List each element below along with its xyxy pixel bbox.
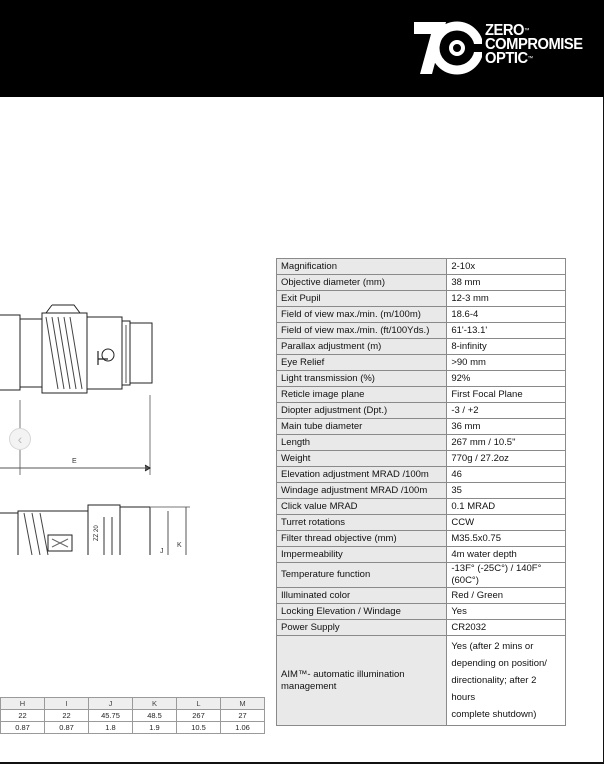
spec-row xyxy=(277,387,566,403)
spec-label: Exit Pupil xyxy=(277,291,447,307)
spec-value: 92% xyxy=(447,371,566,387)
spec-value: 770g / 27.2oz xyxy=(447,451,566,467)
spec-row xyxy=(277,323,566,339)
spec-value: 267 mm / 10.5" xyxy=(447,435,566,451)
spec-row xyxy=(277,620,566,636)
dim-mm-i: 22 xyxy=(45,710,89,722)
dim-header-m: M xyxy=(221,698,265,710)
spec-label: Locking Elevation / Windage xyxy=(277,604,447,620)
spec-value: 2-10x xyxy=(447,259,566,275)
dim-mm-m: 27 xyxy=(221,710,265,722)
spec-value: M35.5x0.75 xyxy=(447,531,566,547)
dim-label-k: K xyxy=(177,542,182,549)
spec-row xyxy=(277,275,566,291)
dim-in-m: 1.06 xyxy=(221,722,265,734)
spec-value: -13F° (-25C°) / 140F° (60C°) xyxy=(447,563,566,588)
spec-label: Weight xyxy=(277,451,447,467)
spec-value: First Focal Plane xyxy=(447,387,566,403)
dim-in-l: 10.5 xyxy=(177,722,221,734)
dim-label-e: E xyxy=(72,458,77,465)
spec-row xyxy=(277,515,566,531)
spec-label: Eye Relief xyxy=(277,355,447,371)
spec-label: Turret rotations xyxy=(277,515,447,531)
spec-label: Objective diameter (mm) xyxy=(277,275,447,291)
spec-value: 8-infinity xyxy=(447,339,566,355)
dim-header-l: L xyxy=(177,698,221,710)
spec-value: >90 mm xyxy=(447,355,566,371)
brand-line-2: COMPROMISE xyxy=(485,36,583,53)
spec-table xyxy=(276,258,566,726)
spec-label: Light transmission (%) xyxy=(277,371,447,387)
spec-value: 35 xyxy=(447,483,566,499)
spec-row xyxy=(277,483,566,499)
spec-value: 46 xyxy=(447,467,566,483)
dim-mm-h: 22 xyxy=(1,710,45,722)
spec-label: Filter thread objective (mm) xyxy=(277,531,447,547)
spec-row xyxy=(277,499,566,515)
turret-marking: ZZ 20 xyxy=(94,525,100,541)
spec-label: Magnification xyxy=(277,259,447,275)
spec-row xyxy=(277,307,566,323)
spec-label: Temperature function xyxy=(277,563,447,588)
dim-label-j: J xyxy=(160,548,164,555)
dim-mm-l: 267 xyxy=(177,710,221,722)
spec-row xyxy=(277,259,566,275)
aim-value-line: complete shutdown) xyxy=(451,709,537,720)
dim-header-i: I xyxy=(45,698,89,710)
spec-label: Reticle image plane xyxy=(277,387,447,403)
dimensions-header-row xyxy=(1,698,265,710)
spec-value: 4m water depth xyxy=(447,547,566,563)
scope-technical-drawing xyxy=(0,255,200,555)
aim-value-line: Yes (after 2 mins or xyxy=(451,641,534,652)
spec-row xyxy=(277,355,566,371)
spec-row xyxy=(277,467,566,483)
spec-row xyxy=(277,371,566,387)
dim-mm-j: 45.75 xyxy=(89,710,133,722)
spec-value: Red / Green xyxy=(447,588,566,604)
spec-row xyxy=(277,563,566,588)
brand-line-1: ZERO xyxy=(485,22,525,39)
spec-row xyxy=(277,339,566,355)
spec-row xyxy=(277,531,566,547)
spec-value: 12-3 mm xyxy=(447,291,566,307)
dim-header-h: H xyxy=(1,698,45,710)
spec-row xyxy=(277,419,566,435)
spec-label: Parallax adjustment (m) xyxy=(277,339,447,355)
spec-label-aim: AIM™- automatic illumination management xyxy=(277,636,447,726)
spec-row xyxy=(277,604,566,620)
zco-logo-icon xyxy=(412,20,482,76)
brand-line-3: OPTIC xyxy=(485,50,528,67)
dimensions-mm-row xyxy=(1,710,265,722)
spec-value: CR2032 xyxy=(447,620,566,636)
spec-value-aim xyxy=(447,636,566,726)
spec-value: -3 / +2 xyxy=(447,403,566,419)
spec-label: Power Supply xyxy=(277,620,447,636)
spec-value: 36 mm xyxy=(447,419,566,435)
spec-row-aim xyxy=(277,636,566,726)
spec-label: Field of view max./min. (m/100m) xyxy=(277,307,447,323)
spec-row xyxy=(277,403,566,419)
spec-label: Click value MRAD xyxy=(277,499,447,515)
spec-label: Main tube diameter xyxy=(277,419,447,435)
brand-wordmark: ZERO™ COMPROMISE OPTIC™ xyxy=(485,22,583,67)
dim-header-k: K xyxy=(133,698,177,710)
aim-value-line: directionality; after 2 hours xyxy=(451,675,537,703)
dimensions-inch-row xyxy=(1,722,265,734)
spec-row xyxy=(277,435,566,451)
spec-row xyxy=(277,588,566,604)
spec-label: Impermeability xyxy=(277,547,447,563)
spec-value: 18.6-4 xyxy=(447,307,566,323)
dim-in-i: 0.87 xyxy=(45,722,89,734)
spec-value: Yes xyxy=(447,604,566,620)
spec-label: Field of view max./min. (ft/100Yds.) xyxy=(277,323,447,339)
spec-row xyxy=(277,451,566,467)
dim-in-k: 1.9 xyxy=(133,722,177,734)
spec-value: CCW xyxy=(447,515,566,531)
spec-label: Length xyxy=(277,435,447,451)
dim-mm-k: 48.5 xyxy=(133,710,177,722)
spec-row xyxy=(277,291,566,307)
aim-value-line: depending on position/ xyxy=(451,658,547,669)
spec-value: 61'-13.1' xyxy=(447,323,566,339)
spec-label: Illuminated color xyxy=(277,588,447,604)
spec-value: 38 mm xyxy=(447,275,566,291)
spec-value: 0.1 MRAD xyxy=(447,499,566,515)
carousel-prev-button[interactable]: ‹ xyxy=(9,428,31,450)
brand-header xyxy=(0,0,604,97)
spec-label: Windage adjustment MRAD /100m xyxy=(277,483,447,499)
spec-label: Elevation adjustment MRAD /100m xyxy=(277,467,447,483)
dimensions-table xyxy=(0,697,265,734)
dim-in-j: 1.8 xyxy=(89,722,133,734)
dim-header-j: J xyxy=(89,698,133,710)
spec-label: Diopter adjustment (Dpt.) xyxy=(277,403,447,419)
spec-row xyxy=(277,547,566,563)
dim-in-h: 0.87 xyxy=(1,722,45,734)
